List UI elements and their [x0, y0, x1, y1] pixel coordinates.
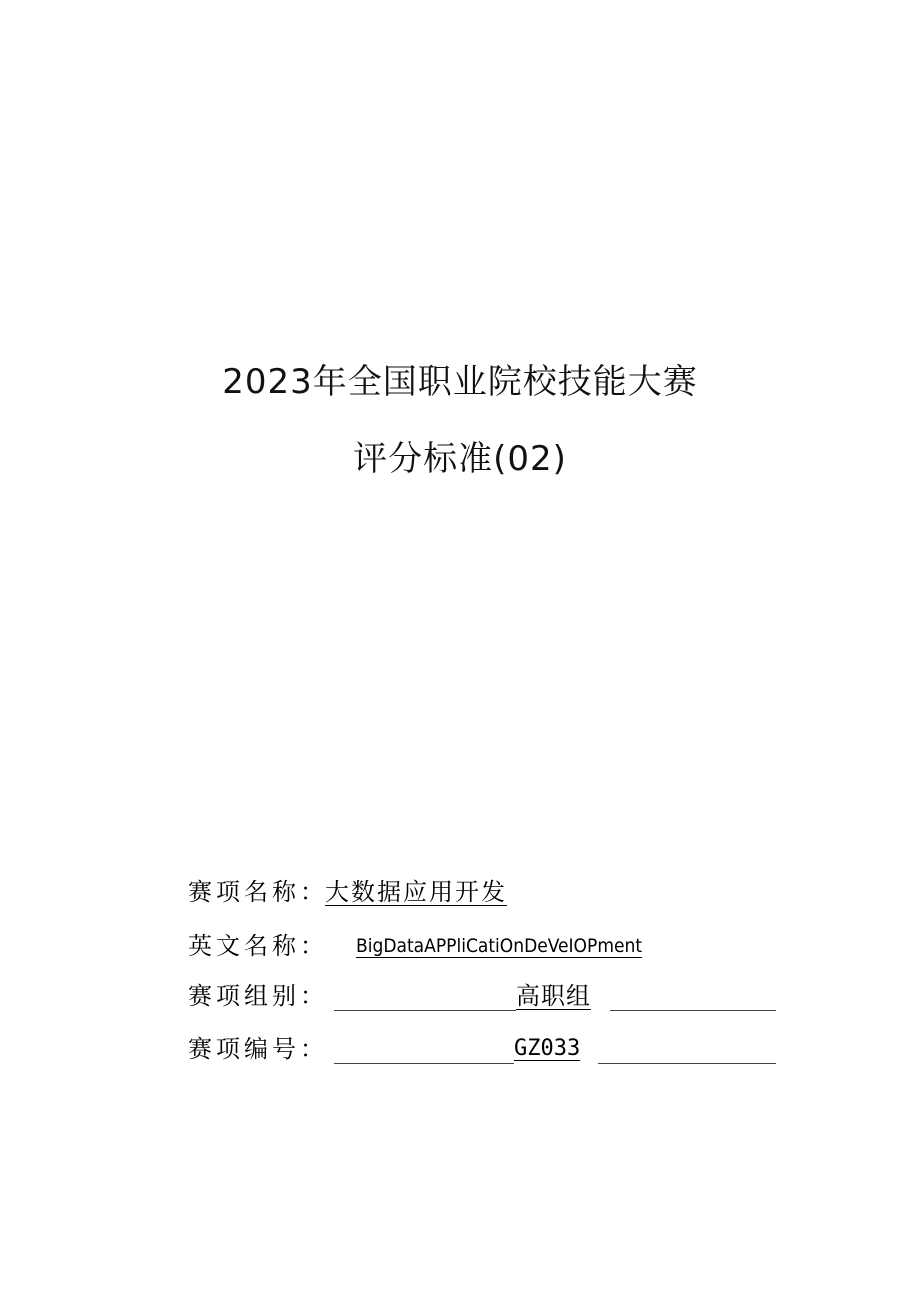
group-label: 赛项组别：: [188, 982, 328, 1010]
competition-name-value: 大数据应用开发: [325, 878, 507, 906]
document-subtitle: 评分标准(02): [353, 439, 567, 479]
group-underline-left: [334, 1010, 516, 1011]
code-label: 赛项编号：: [188, 1035, 328, 1063]
english-name-value: BigDataAPPliCatiOnDeVeIOPment: [356, 935, 643, 957]
code-value: GZ033: [514, 1036, 581, 1061]
document-title: 2023年全国职业院校技能大赛: [222, 362, 698, 402]
code-underline-right: [598, 1063, 776, 1064]
competition-name-label: 赛项名称：: [188, 878, 328, 906]
english-name-label: 英文名称：: [188, 932, 328, 960]
group-underline-right: [610, 1010, 776, 1011]
group-value: 高职组: [516, 982, 591, 1010]
code-underline-left: [334, 1063, 514, 1064]
